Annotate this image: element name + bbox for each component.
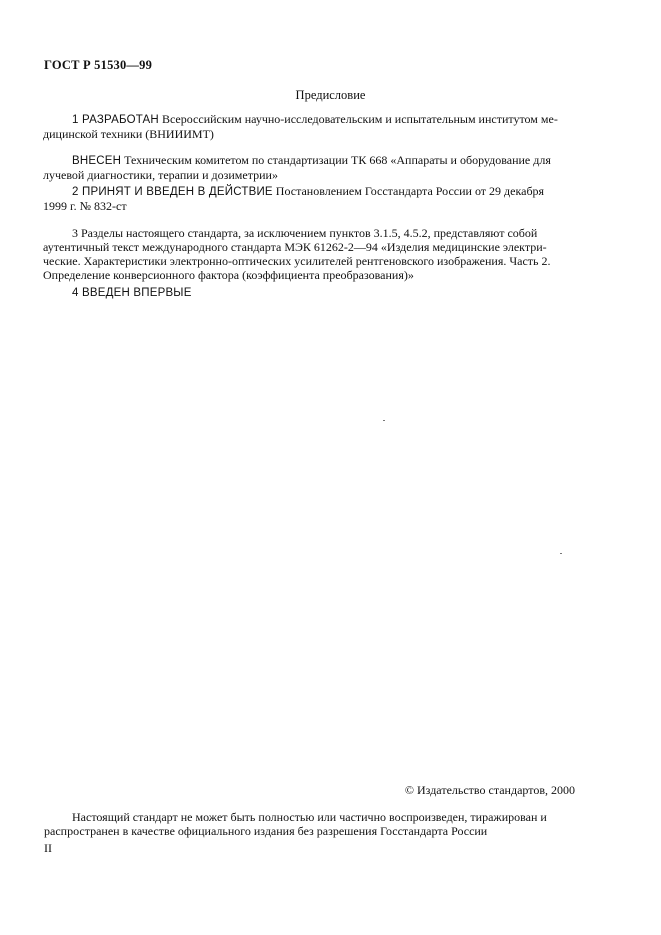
item-introduced-keyword: ВНЕСЕН xyxy=(72,155,122,167)
item-adopted-line1 xyxy=(72,184,580,199)
item-adopted-keyword: 2 ПРИНЯТ И ВВЕДЕН В ДЕЙСТВИЕ xyxy=(72,186,273,198)
item-introduced-line1 xyxy=(72,153,580,168)
scan-speck xyxy=(383,420,385,421)
item-developed-line2: дицинской техники (ВНИИИМТ) xyxy=(43,127,214,141)
notice-line1: Настоящий стандарт не может быть полностью или частично воспроизведен, тиражирован и xyxy=(72,810,547,824)
item-sections-line1: 3 Разделы настоящего стандарта, за исключением пунктов 3.1.5, 4.5.2, представляют собой xyxy=(72,226,538,240)
foreword-item-adopted xyxy=(43,184,580,213)
page-number: II xyxy=(44,841,52,855)
item-developed-line1 xyxy=(72,112,580,127)
item-developed-text: Всероссийским научно-исследовательским и испытательным институтом ме- xyxy=(161,112,558,126)
foreword-item-first-introduced xyxy=(72,286,580,300)
foreword-item-introduced xyxy=(43,153,580,182)
foreword-item-sections xyxy=(43,226,580,282)
item-adopted-text: Постановлением Госстандарта России от 29 декабря xyxy=(275,184,545,198)
item-sections-line3: ческие. Характеристики электронно-оптических усилителей рентгеновского изображения. Часть 2. xyxy=(43,254,551,268)
item-developed-keyword: 1 РАЗРАБОТАН xyxy=(72,114,159,126)
document-id: ГОСТ Р 51530—99 xyxy=(44,58,153,72)
item-introduced-line2: лучевой диагностики, терапии и дозиметрии» xyxy=(43,168,278,182)
item-first-introduced-text: 4 ВВЕДЕН ВПЕРВЫЕ xyxy=(72,287,192,299)
scan-speck xyxy=(560,553,562,554)
reproduction-notice xyxy=(44,810,580,838)
item-adopted-line2: 1999 г. № 832-ст xyxy=(43,199,127,213)
notice-line2: распространен в качестве официального издания без разрешения Госстандарта России xyxy=(44,824,488,838)
copyright-line: © Издательство стандартов, 2000 xyxy=(404,783,575,797)
item-introduced-text: Техническим комитетом по стандартизации ТК 668 «Аппараты и оборудование для xyxy=(124,153,551,167)
foreword-item-developed xyxy=(43,112,580,141)
item-sections-line4: Определение конверсионного фактора (коэффициента преобразования)» xyxy=(43,268,414,282)
foreword-title: Предисловие xyxy=(295,88,366,102)
item-sections-line2: аутентичный текст международного стандарта МЭК 61262-2—94 «Изделия медицинские электри- xyxy=(43,240,547,254)
